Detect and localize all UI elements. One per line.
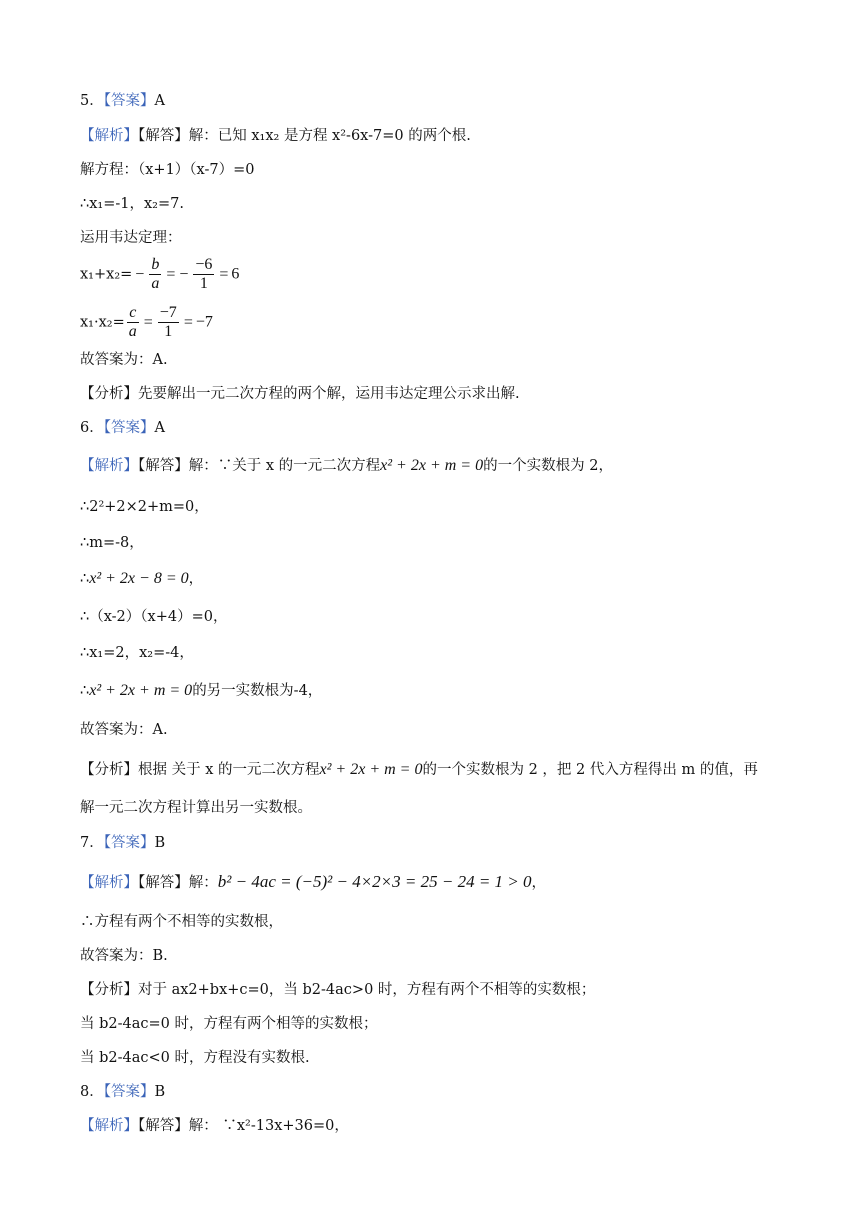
q5-frac-prod-num: −7 (159, 304, 177, 321)
q6-fenxi-line-2: 解一元二次方程计算出另一实数根。 (80, 800, 312, 816)
q5-prod-prefix: x₁·x₂= (80, 314, 125, 331)
q6-answer-tag: 【答案】 (103, 420, 155, 436)
q5-frac-b-a (149, 256, 161, 293)
q5-solution-line-4: 运用韦达定理： (80, 230, 182, 246)
q5-frac-den: a (151, 275, 160, 292)
q6-fenxi-line-1 (80, 760, 758, 780)
q5-conclusion: 故答案为：A. (80, 352, 168, 368)
q8-solution-line-1 (80, 1116, 349, 1136)
q6-equation: x² + 2x + m = 0 (380, 457, 484, 474)
q6-solution-line-3: ∴m=-8， (80, 535, 144, 551)
q8-answer-line (80, 1082, 165, 1102)
q6-solution-line-4 (80, 569, 203, 589)
q6-solution-line-6: ∴x₁=2，x₂=-4， (80, 645, 194, 661)
q6-therefore-2: ∴ (80, 683, 90, 699)
q8-solve-tag: 【解答】 (138, 1118, 189, 1134)
q7-solution-line-1 (80, 872, 546, 893)
q5-answer-line (80, 91, 165, 111)
q7-answer: B (154, 835, 166, 851)
q6-solve-tag: 【解答】 (138, 458, 189, 474)
q5-prod-result: −7 (195, 313, 213, 331)
q6-equation-2: x² + 2x − 8 = 0 (89, 570, 189, 587)
q5-fenxi-text: 先要解出一元二次方程的两个解，运用韦达定理公示求出解. (138, 386, 520, 402)
q6-comma-1: ， (188, 571, 204, 587)
q7-discriminant: b² − 4ac = (−5)² − 4×2×3 = 25 − 24 = 1 > 0 (217, 872, 532, 891)
q5-analysis-tag: 【解析】 (80, 128, 138, 144)
q5-frac-num-2: −6 (195, 256, 213, 273)
q6-fenxi-tag: 【分析】 (80, 762, 138, 778)
q5-frac-c: c (127, 304, 139, 323)
q6-solution-line-1 (80, 456, 613, 476)
q7-solution-line-2: ∴方程有两个不相等的实数根， (80, 914, 283, 930)
q6-answer: A (154, 420, 165, 436)
q5-sum-prefix: x₁+x₂= (80, 266, 133, 283)
q6-number: 6． (80, 420, 104, 436)
q5-eq-minus: = − (166, 265, 189, 283)
q5-frac-c-a (127, 304, 139, 341)
q6-text-1a: 解：∵关于 x 的一元二次方程 (188, 458, 381, 474)
q7-solve-tag: 【解答】 (138, 875, 189, 891)
q5-fenxi-line (80, 384, 520, 404)
q7-fenxi-line-2: 当 b2-4ac=0 时，方程有两个相等的实数根； (80, 1016, 378, 1032)
q7-fenxi-tag: 【分析】 (80, 982, 138, 998)
q5-vieta-sum (80, 256, 239, 293)
q5-solution-line-1 (80, 126, 471, 146)
q5-frac-den-2: 1 (199, 275, 208, 292)
q6-equation-3: x² + 2x + m = 0 (89, 682, 193, 699)
q6-fenxi-b: 的一个实数根为 2 ，把 2 代入方程得出 m 的值，再 (422, 762, 758, 778)
q7-number: 7． (80, 835, 104, 851)
q6-other-root: 的另一实数根为-4， (192, 683, 323, 699)
q7-answer-tag: 【答案】 (103, 835, 155, 851)
q6-answer-line (80, 418, 165, 438)
q5-eq: = (219, 265, 229, 283)
q6-fenxi-equation: x² + 2x + m = 0 (319, 761, 423, 778)
q6-solution-line-2: ∴2²+2×2+m=0， (80, 499, 209, 515)
q5-solve-tag: 【解答】 (138, 128, 189, 144)
q8-text-1: 解： ∵x²-13x+36=0， (188, 1118, 349, 1134)
q7-answer-line (80, 833, 165, 853)
q5-vieta-product (80, 304, 213, 341)
q7-fenxi-line-3: 当 b2-4ac<0 时，方程没有实数根. (80, 1050, 310, 1066)
q6-solution-line-5: ∴（x-2）（x+4）=0， (80, 609, 228, 625)
q5-solution-line-3: ∴x₁=-1，x₂=7. (80, 196, 184, 212)
q6-solution-line-7 (80, 681, 322, 701)
q6-therefore-1: ∴ (80, 571, 90, 587)
q5-minus: − (135, 265, 145, 283)
q5-sum-result: 6 (231, 265, 240, 283)
q6-fenxi-a: 根据 关于 x 的一元二次方程 (138, 762, 320, 778)
q6-analysis-tag: 【解析】 (80, 458, 138, 474)
q5-frac-prod-val (158, 304, 179, 341)
q5-eq-2: = (143, 313, 153, 331)
q7-text-1a: 解： (188, 875, 218, 891)
q5-text-1: 解：已知 x₁x₂ 是方程 x²-6x-7=0 的两个根. (188, 128, 471, 144)
q8-answer-tag: 【答案】 (103, 1084, 155, 1100)
q5-frac-prod-den: 1 (164, 323, 173, 340)
q6-text-1b: 的一个实数根为 2， (483, 458, 613, 474)
q6-conclusion: 故答案为：A. (80, 722, 168, 738)
q5-answer: A (154, 93, 165, 109)
q8-answer: B (154, 1084, 166, 1100)
q5-solution-line-2: 解方程：（x+1）（x-7）=0 (80, 162, 255, 178)
q5-frac-a: a (128, 323, 137, 340)
q7-comma: ， (531, 875, 547, 891)
q5-answer-tag: 【答案】 (103, 93, 155, 109)
q5-eq-3: = (183, 313, 193, 331)
q7-fenxi-line-1 (80, 980, 595, 1000)
q7-fenxi-1: 对于 ax2+bx+c=0，当 b2-4ac>0 时，方程有两个不相等的实数根； (138, 982, 596, 998)
q5-fenxi-tag: 【分析】 (80, 386, 138, 402)
q7-analysis-tag: 【解析】 (80, 875, 138, 891)
q5-number: 5． (80, 93, 104, 109)
q8-analysis-tag: 【解析】 (80, 1118, 138, 1134)
q7-solution-line-3: 故答案为：B. (80, 948, 168, 964)
q8-number: 8． (80, 1084, 104, 1100)
q5-frac-num: b (151, 256, 160, 273)
q5-frac-num-val (193, 256, 214, 293)
